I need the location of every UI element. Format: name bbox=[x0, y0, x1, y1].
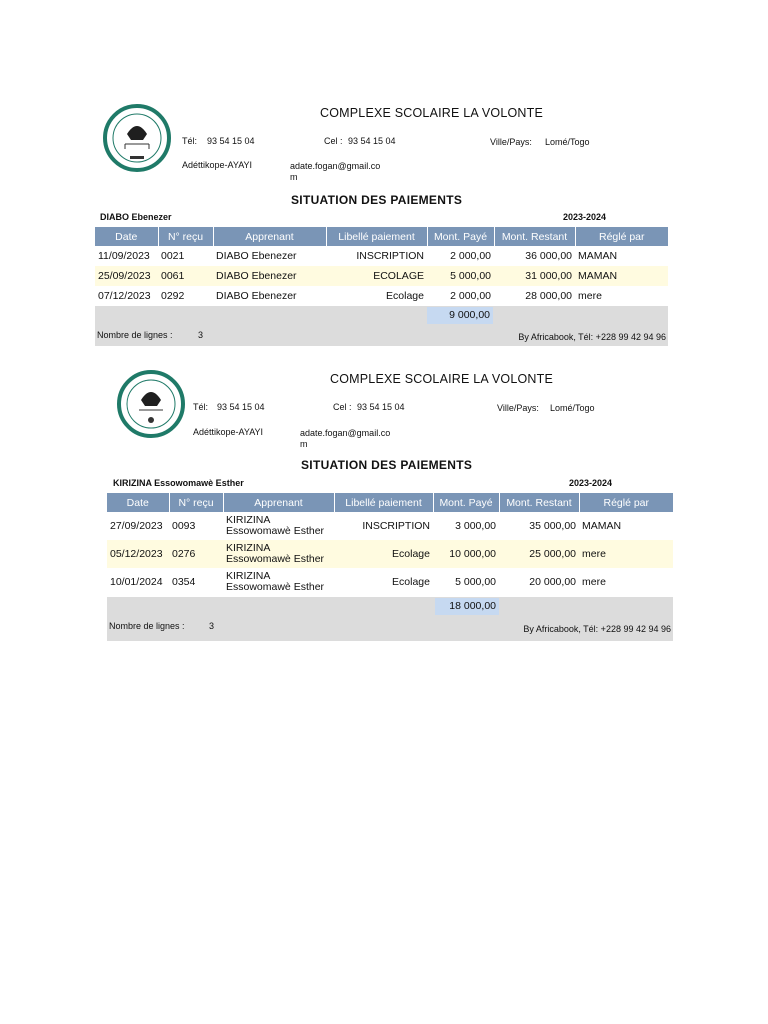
school-year: 2023-2024 bbox=[563, 212, 607, 222]
cell-paid-by: MAMAN bbox=[575, 266, 668, 286]
tel-value: 93 54 15 04 bbox=[207, 136, 255, 146]
cell-paid-by: mere bbox=[582, 576, 606, 588]
cell-label: ECOLAGE bbox=[326, 266, 427, 286]
school-seal-logo bbox=[117, 370, 185, 438]
cell-label: Ecolage bbox=[334, 540, 433, 568]
cell-learner bbox=[223, 540, 334, 568]
cell-date: 05/12/2023 bbox=[107, 540, 169, 568]
col-header-learner: Apprenant bbox=[223, 493, 334, 512]
cell-remaining: 28 000,00 bbox=[525, 290, 572, 302]
cell-paid: 5 000,00 bbox=[427, 266, 494, 286]
payments-table bbox=[95, 227, 668, 306]
cell-label: INSCRIPTION bbox=[356, 250, 424, 262]
total-paid: 9 000,00 bbox=[427, 307, 493, 324]
payment-receipt bbox=[107, 366, 673, 642]
cell-date: 10/01/2024 bbox=[110, 576, 163, 588]
cell-paid: 2 000,00 bbox=[450, 250, 491, 262]
cell-label: INSCRIPTION bbox=[362, 520, 430, 532]
document-title: SITUATION DES PAIEMENTS bbox=[301, 458, 473, 472]
email-line-1: adate.fogan@gmail.co bbox=[290, 161, 381, 171]
col-header-paid: Mont. Payé bbox=[427, 227, 494, 246]
school-address: Adéttikope-AYAYI bbox=[193, 427, 264, 437]
table-row bbox=[107, 568, 673, 596]
table-header-row bbox=[107, 493, 673, 512]
col-header-label: Libellé paiement bbox=[326, 227, 427, 246]
learner-surname: KIRIZINA bbox=[226, 514, 271, 526]
email-line-2: m bbox=[290, 172, 298, 182]
learner-surname: KIRIZINA bbox=[226, 570, 271, 582]
col-header-date: Date bbox=[95, 227, 158, 246]
software-credit: By Africabook, Tél: +228 99 42 94 96 bbox=[523, 624, 671, 634]
table-row bbox=[107, 540, 673, 568]
tel-value: 93 54 15 04 bbox=[217, 402, 265, 412]
cell-remaining: 35 000,00 bbox=[529, 520, 576, 532]
email-line-2: m bbox=[300, 439, 308, 449]
cell-learner: DIABO Ebenezer bbox=[216, 250, 297, 262]
learner-surname: KIRIZINA bbox=[226, 542, 271, 554]
city-label: Ville/Pays: bbox=[497, 403, 539, 413]
line-count-value: 3 bbox=[198, 330, 204, 340]
cel-label: Cel : bbox=[333, 402, 352, 412]
col-header-remaining: Mont. Restant bbox=[499, 493, 579, 512]
cell-label: Ecolage bbox=[386, 290, 424, 302]
cell-paid: 3 000,00 bbox=[455, 520, 496, 532]
cell-learner: DIABO Ebenezer bbox=[216, 290, 297, 302]
school-name: COMPLEXE SCOLAIRE LA VOLONTE bbox=[330, 372, 554, 386]
table-row bbox=[95, 246, 668, 266]
tel-label: Tél: bbox=[182, 136, 198, 146]
cell-paid: 2 000,00 bbox=[450, 290, 491, 302]
cell-remaining: 25 000,00 bbox=[499, 540, 579, 568]
table-row bbox=[95, 286, 668, 306]
tel-label: Tél: bbox=[193, 402, 209, 412]
software-credit: By Africabook, Tél: +228 99 42 94 96 bbox=[518, 332, 666, 342]
table-header-row bbox=[95, 227, 668, 246]
cell-paid-by: mere bbox=[578, 290, 602, 302]
cell-receipt: 0354 bbox=[172, 576, 196, 588]
cell-date: 07/12/2023 bbox=[98, 290, 151, 302]
cell-paid: 10 000,00 bbox=[433, 540, 499, 568]
student-name: DIABO Ebenezer bbox=[100, 212, 172, 222]
col-header-label: Libellé paiement bbox=[334, 493, 433, 512]
cell-paid-by: mere bbox=[579, 540, 673, 568]
school-year: 2023-2024 bbox=[569, 478, 613, 488]
city-value: Lomé/Togo bbox=[545, 137, 590, 147]
col-header-paid-by: Réglé par bbox=[575, 227, 668, 246]
line-count-label: Nombre de lignes : bbox=[109, 621, 185, 631]
cell-learner: DIABO Ebenezer bbox=[213, 266, 326, 286]
cell-receipt: 0061 bbox=[158, 266, 213, 286]
cell-date: 11/09/2023 bbox=[98, 250, 150, 262]
col-header-receipt: N° reçu bbox=[158, 227, 213, 246]
cell-remaining: 36 000,00 bbox=[525, 250, 572, 262]
cell-learner bbox=[223, 512, 334, 540]
school-address: Adéttikope-AYAYI bbox=[182, 160, 253, 170]
learner-given-names: Essowomawè Esther bbox=[226, 553, 325, 565]
cel-label: Cel : bbox=[324, 136, 343, 146]
col-header-remaining: Mont. Restant bbox=[494, 227, 575, 246]
col-header-receipt: N° reçu bbox=[169, 493, 223, 512]
col-header-paid: Mont. Payé bbox=[433, 493, 499, 512]
document-title: SITUATION DES PAIEMENTS bbox=[291, 193, 463, 207]
cel-value: 93 54 15 04 bbox=[348, 136, 396, 146]
cell-receipt: 0292 bbox=[161, 290, 185, 302]
cell-paid-by: MAMAN bbox=[582, 520, 622, 532]
cell-paid: 5 000,00 bbox=[455, 576, 496, 588]
cell-paid-by: MAMAN bbox=[578, 250, 618, 262]
cell-date: 25/09/2023 bbox=[95, 266, 158, 286]
cell-receipt: 0021 bbox=[161, 250, 185, 262]
cell-receipt: 0276 bbox=[169, 540, 223, 568]
school-name: COMPLEXE SCOLAIRE LA VOLONTE bbox=[320, 106, 544, 120]
cell-remaining: 20 000,00 bbox=[529, 576, 576, 588]
student-name: KIRIZINA Essowomawè Esther bbox=[113, 478, 244, 488]
cell-learner bbox=[223, 568, 334, 596]
table-row bbox=[107, 512, 673, 540]
col-header-learner: Apprenant bbox=[213, 227, 326, 246]
cell-date: 27/09/2023 bbox=[110, 520, 163, 532]
learner-given-names: Essowomawè Esther bbox=[226, 525, 325, 537]
payment-receipt bbox=[95, 100, 668, 348]
cell-label: Ecolage bbox=[392, 576, 430, 588]
table-row bbox=[95, 266, 668, 286]
school-seal-logo bbox=[103, 104, 171, 172]
city-value: Lomé/Togo bbox=[550, 403, 595, 413]
line-count-value: 3 bbox=[209, 621, 215, 631]
total-paid: 18 000,00 bbox=[435, 598, 499, 615]
cell-receipt: 0093 bbox=[172, 520, 196, 532]
learner-given-names: Essowomawè Esther bbox=[226, 581, 325, 593]
line-count-label: Nombre de lignes : bbox=[97, 330, 173, 340]
payments-table bbox=[107, 493, 673, 596]
city-label: Ville/Pays: bbox=[490, 137, 532, 147]
cel-value: 93 54 15 04 bbox=[357, 402, 405, 412]
col-header-paid-by: Réglé par bbox=[579, 493, 673, 512]
email-line-1: adate.fogan@gmail.co bbox=[300, 428, 391, 438]
col-header-date: Date bbox=[107, 493, 169, 512]
table-footer bbox=[107, 597, 673, 641]
cell-remaining: 31 000,00 bbox=[494, 266, 575, 286]
